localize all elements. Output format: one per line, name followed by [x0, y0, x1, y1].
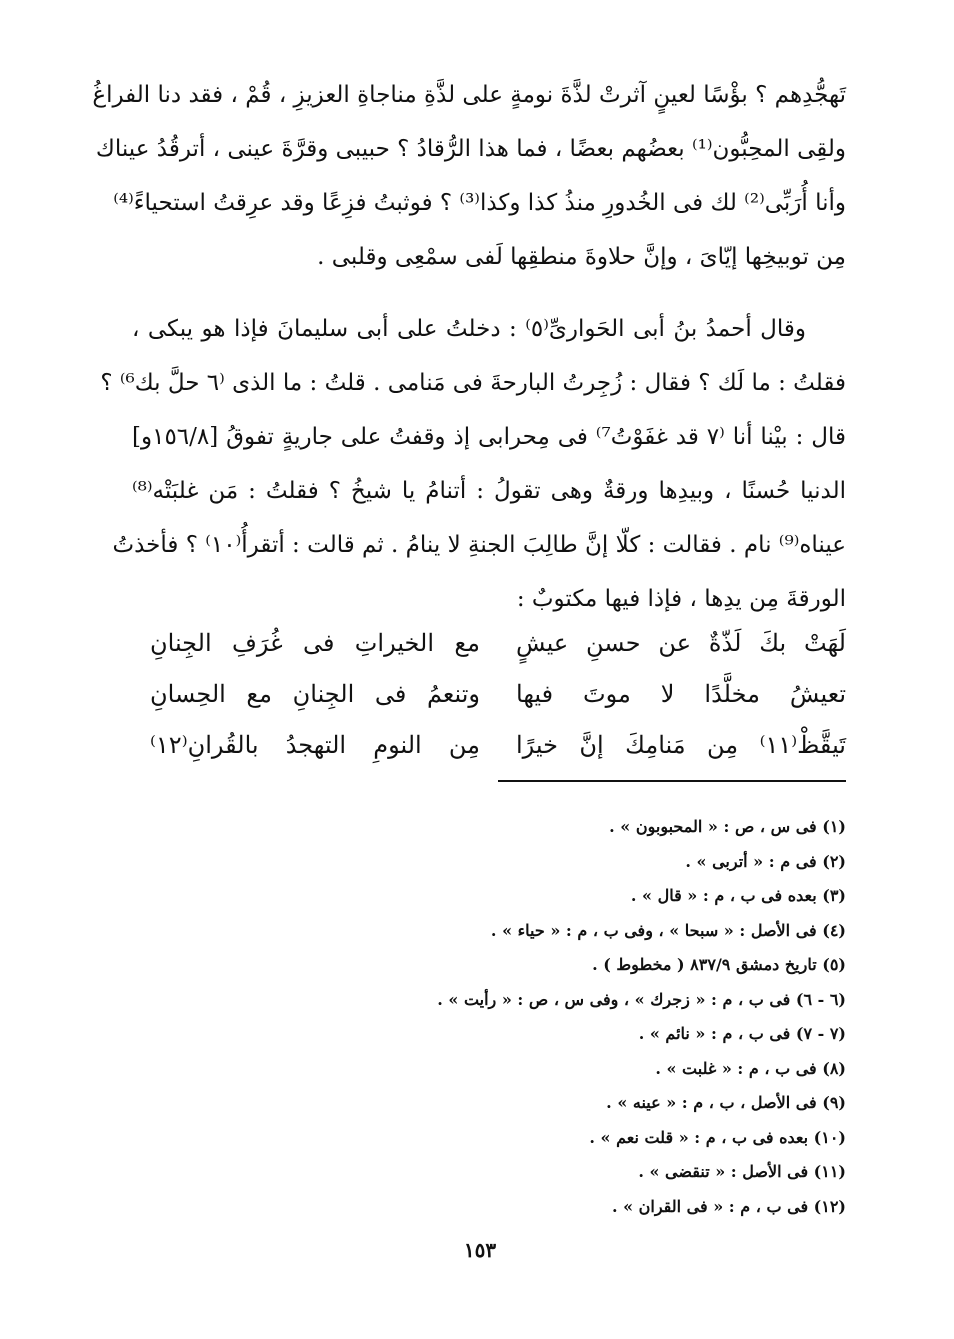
- verse-2: [150, 669, 846, 720]
- verse-second-hemistich: مع الخيراتِ فى غُرَفِ الجِنانِ: [150, 629, 480, 657]
- footnote-12: (١٢) فى ب ، م : « فى القران » .: [611, 1196, 846, 1216]
- footnote-1: (١) فى س ، ص : « المحبوبون » .: [609, 817, 846, 836]
- text-line-8: الدنيا حُسنًا ، وبيدِها ورقةٌ وهى تقولُ : أتنامُ يا شيخُ ؟ فقلتُ : مَن غلبَتْه⁽⁸⁾: [132, 478, 846, 504]
- verse-first-hemistich: لَهَتْ بكَ لَذّةٌ عن حسنِ عيشٍ: [516, 629, 846, 657]
- page-number: ١٥٣: [463, 1238, 497, 1262]
- footnote-separator: [498, 780, 846, 782]
- verse-1: [150, 618, 846, 669]
- verse-first-hemistich: تَيقَّظْ⁽١١⁾ مِن مَنامِكَ إنَّ خيرًا: [516, 731, 846, 759]
- main-text: [92, 68, 846, 626]
- text-line-10: الورقةَ مِن يدِها ، فإذا فيها مكتوبٌ :: [516, 586, 846, 612]
- text-line-9: عيناه⁽⁹⁾ نام . فقالت : كلّا إنَّ طالِبَ الجنةِ لا ينامُ . ثم قالت : أتقرأُ⁽١٠⁾ ؟ فأخذتُ: [112, 532, 846, 558]
- text-line-6: فقلتُ : ما لَك ؟ فقال : زُجِرتُ البارحةَ فى مَنامى . قلتُ : ما الذى ⁽٦ حلَّ بك⁶⁾ ؟: [100, 370, 846, 396]
- footnote-11: (١١) فى الأصل : « تنقضى » .: [638, 1162, 846, 1181]
- verse-3: [150, 720, 846, 771]
- footnote-7: (٧ - ٧) فى ب ، م : « نائم » .: [638, 1024, 846, 1043]
- footnote-6: (٦ - ٦) فى ب ، م : « زجرك » ، وفى س ، ص : « رأيت » .: [437, 989, 846, 1009]
- footnote-10: (١٠) بعده فى ب ، م : « قلت نعم » .: [589, 1127, 846, 1147]
- verse-first-hemistich: تعيشُ مخلَّدًا لا موتَ فيها: [516, 680, 846, 708]
- poem: [150, 618, 846, 771]
- text-line-5: وقال أحمدُ بنُ أبى الحَوارىِّ⁽٥⁾ : دخلتُ على أبى سليمانَ فإذا هو يبكى ،: [132, 316, 806, 342]
- text-line-7: قال : بيْنا أنا ⁽٧ قد غفَوْتُ⁷⁾ فى مِحرابى إذ وقفتُ على جاريةٍ تفوقُ [١٥٦/٨و]: [132, 424, 846, 450]
- verse-second-hemistich: وتنعمُ فى الجِنانِ مع الحِسانِ: [150, 680, 480, 708]
- verse-second-hemistich: مِن النومِ التهجدُ بالقُرانِ⁽١٢⁾: [150, 731, 480, 759]
- footnote-9: (٩) فى الأصل ، ب ، م : « عينه » .: [606, 1093, 846, 1112]
- text-line-4: مِن توبيخِها إيّاىَ ، وإنَّ حلاوةَ منطقِها لَفى سمْعِى وقلبى .: [317, 244, 846, 270]
- footnote-5: (٥) تاريخ دمشق ٨٣٧/٩ ( مخطوط ) .: [592, 955, 846, 974]
- footnote-8: (٨) فى ب ، م : « غلبت » .: [655, 1058, 846, 1078]
- footnote-2: (٢) فى م : « أتربى » .: [685, 851, 846, 871]
- text-line-1: تَهجُّدِهم ؟ بؤْسًا لعينٍ آثرتْ لذَّةَ نومةٍ على لذَّةِ مناجاةِ العزيزِ ، قُمْ ، فقد دنا الفراغُ: [92, 82, 846, 108]
- text-line-3: وأنا أُرَبِّى⁽²⁾ لك فى الخُدورِ منذُ كذا وكذا⁽³⁾ ؟ فوثبتُ فزِعًا وقد عرِقتُ استحياءً⁽⁴⁾: [113, 190, 846, 216]
- footnote-4: (٤) فى الأصل : « سبحا » ، وفى ب ، م : « حياء » .: [490, 920, 846, 940]
- footnote-3: (٣) بعده فى ب ، م : « قال » .: [630, 886, 846, 905]
- text-line-2: ولقِى المحِبُّون⁽¹⁾ بعضُهم بعضًا ، فما هذا الرُّقادُ ؟ حبيبى وقرَّةَ عينى ، أترقُدُ عيناك: [95, 136, 846, 162]
- footnotes: [200, 810, 846, 1224]
